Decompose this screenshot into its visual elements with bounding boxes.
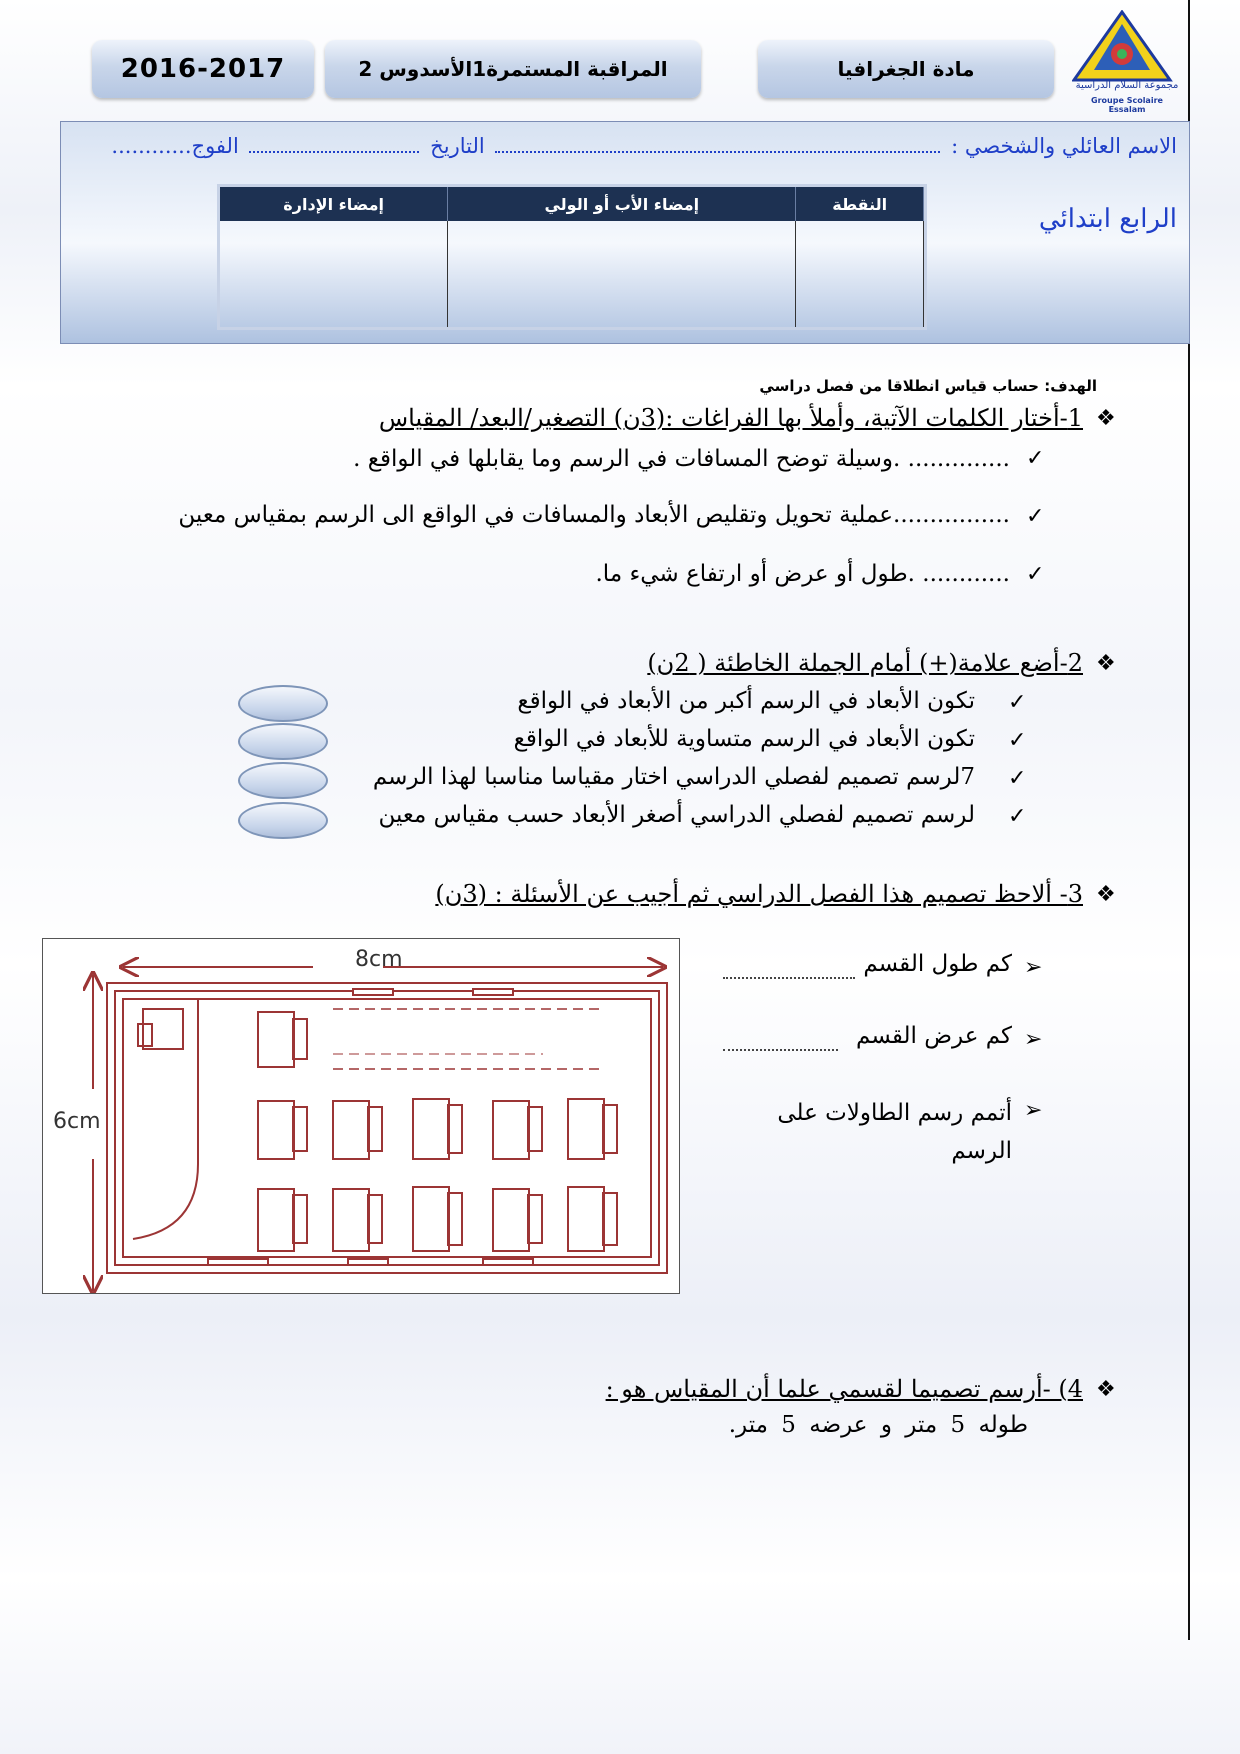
exam-title: المراقبة المستمرة1الأسدوس 2	[358, 57, 668, 81]
signature-cell-admin[interactable]	[220, 221, 448, 327]
q3-title: 3- ألاحظ تصميم هذا الفصل الدراسي ثم أجيب عن الأسئلة : (3ن)	[435, 880, 1083, 908]
q2-item-1: تكون الأبعاد في الرسم أكبر من الأبعاد في الواقع	[517, 688, 975, 714]
q2-answer-oval-1[interactable]	[238, 685, 328, 722]
q2-bullet-icon: ❖	[1096, 651, 1116, 676]
q2-answer-oval-3[interactable]	[238, 762, 328, 799]
subject-pill	[758, 40, 1054, 98]
q2-item-2: تكون الأبعاد في الرسم متساوية للأبعاد في الواقع	[513, 726, 975, 752]
date-field[interactable]	[249, 151, 419, 153]
q3-item-2: كم عرض القسم	[856, 1023, 1012, 1049]
signature-cell-grade[interactable]	[796, 221, 924, 327]
q1-check-icon-1: ✓	[1026, 446, 1045, 471]
signature-header-parent: إمضاء الأب أو الولي	[448, 187, 796, 221]
plan-width-label: 6cm	[53, 1109, 101, 1134]
logo-triangle-icon	[1072, 10, 1182, 110]
classroom-plan-drawing	[43, 939, 679, 1293]
level-text: الرابع ابتدائي	[1038, 204, 1177, 234]
name-label: الاسم العائلي والشخصي :	[951, 134, 1177, 158]
name-field[interactable]	[495, 151, 940, 153]
year-pill	[92, 40, 314, 98]
school-logo	[1072, 10, 1182, 114]
logo-text-fr: Groupe Scolaire Essalam	[1091, 96, 1163, 114]
q2-title: 2-أضع علامة(+) أمام الجملة الخاطئة ( 2ن)	[647, 649, 1083, 677]
student-info-line	[111, 134, 1177, 158]
q3-arrow-icon-1: ➢	[1024, 955, 1043, 980]
q1-item-1[interactable]: .............. .وسيلة توضح المسافات في الرسم وما يقابلها في الواقع .	[353, 446, 1010, 472]
q3-arrow-icon-2: ➢	[1024, 1027, 1043, 1052]
logo-text-ar: مجموعة السلام الدراسية	[1075, 80, 1179, 91]
signature-table	[217, 184, 927, 330]
desk-row-3	[258, 1187, 617, 1251]
q1-title: 1-أختار الكلمات الآتية، وأملأ بها الفراغات :(3ن) التصغير/البعد/ المقياس	[378, 404, 1083, 432]
exam-title-pill	[325, 40, 701, 98]
date-label: التاريخ	[430, 134, 485, 158]
q1-check-icon-2: ✓	[1026, 504, 1045, 529]
q2-check-icon-1: ✓	[1008, 690, 1027, 715]
q1-bullet-icon: ❖	[1096, 406, 1116, 431]
signature-header-grade: النقطة	[796, 187, 924, 221]
subject-title: مادة الجغرافيا	[837, 57, 975, 81]
signature-header-admin: إمضاء الإدارة	[220, 187, 448, 221]
q2-item-4: لرسم تصميم لفصلي الدراسي أصغر الأبعاد حسب مقياس معين	[378, 802, 975, 828]
desk-row-2	[258, 1099, 617, 1159]
q2-item-3: 7لرسم تصميم لفصلي الدراسي اختار مقياسا مناسبا لهذا الرسم	[372, 764, 975, 790]
q1-check-icon-3: ✓	[1026, 562, 1045, 587]
q2-check-icon-3: ✓	[1008, 766, 1027, 791]
q4-line: طوله 5 متر و عرضه 5 متر.	[728, 1412, 1028, 1438]
q2-answer-oval-2[interactable]	[238, 723, 328, 760]
q1-item-2[interactable]: ................عملية تحويل وتقليص الأبعاد والمسافات في الواقع الى الرسم بمقياس معين	[178, 502, 1010, 528]
q2-check-icon-2: ✓	[1008, 728, 1027, 753]
student-info-box	[60, 121, 1190, 344]
q3-item-3: أتمم رسم الطاولات على الرسم	[777, 1100, 1012, 1164]
desk-row-1	[258, 1012, 307, 1067]
q3-arrow-icon-3: ➢	[1024, 1098, 1043, 1123]
q2-answer-oval-4[interactable]	[238, 802, 328, 839]
q4-bullet-icon: ❖	[1096, 1377, 1116, 1402]
q3-bullet-icon: ❖	[1096, 882, 1116, 907]
q3-item-1: كم طول القسم	[863, 951, 1012, 977]
q1-item-3[interactable]: ............ .طول أو عرض أو ارتفاع شيء ما.	[595, 561, 1010, 587]
classroom-plan	[42, 938, 680, 1294]
objective	[759, 377, 1097, 395]
group-dots[interactable]: ............	[111, 134, 192, 158]
q3-answer-2[interactable]	[723, 1049, 838, 1051]
q4-title: 4) -أرسم تصميما لقسمي علما أن المقياس هو :	[605, 1375, 1083, 1403]
q3-answer-1[interactable]	[723, 977, 855, 979]
plan-length-label: 8cm	[355, 947, 403, 972]
signature-cell-parent[interactable]	[448, 221, 796, 327]
objective-text: حساب قياس انطلاقا من فصل دراسي	[759, 377, 1039, 395]
group-label: الفوج	[191, 134, 239, 158]
objective-label: الهدف:	[1044, 377, 1097, 395]
year-text: 2016-2017	[120, 54, 286, 84]
q2-check-icon-4: ✓	[1008, 804, 1027, 829]
